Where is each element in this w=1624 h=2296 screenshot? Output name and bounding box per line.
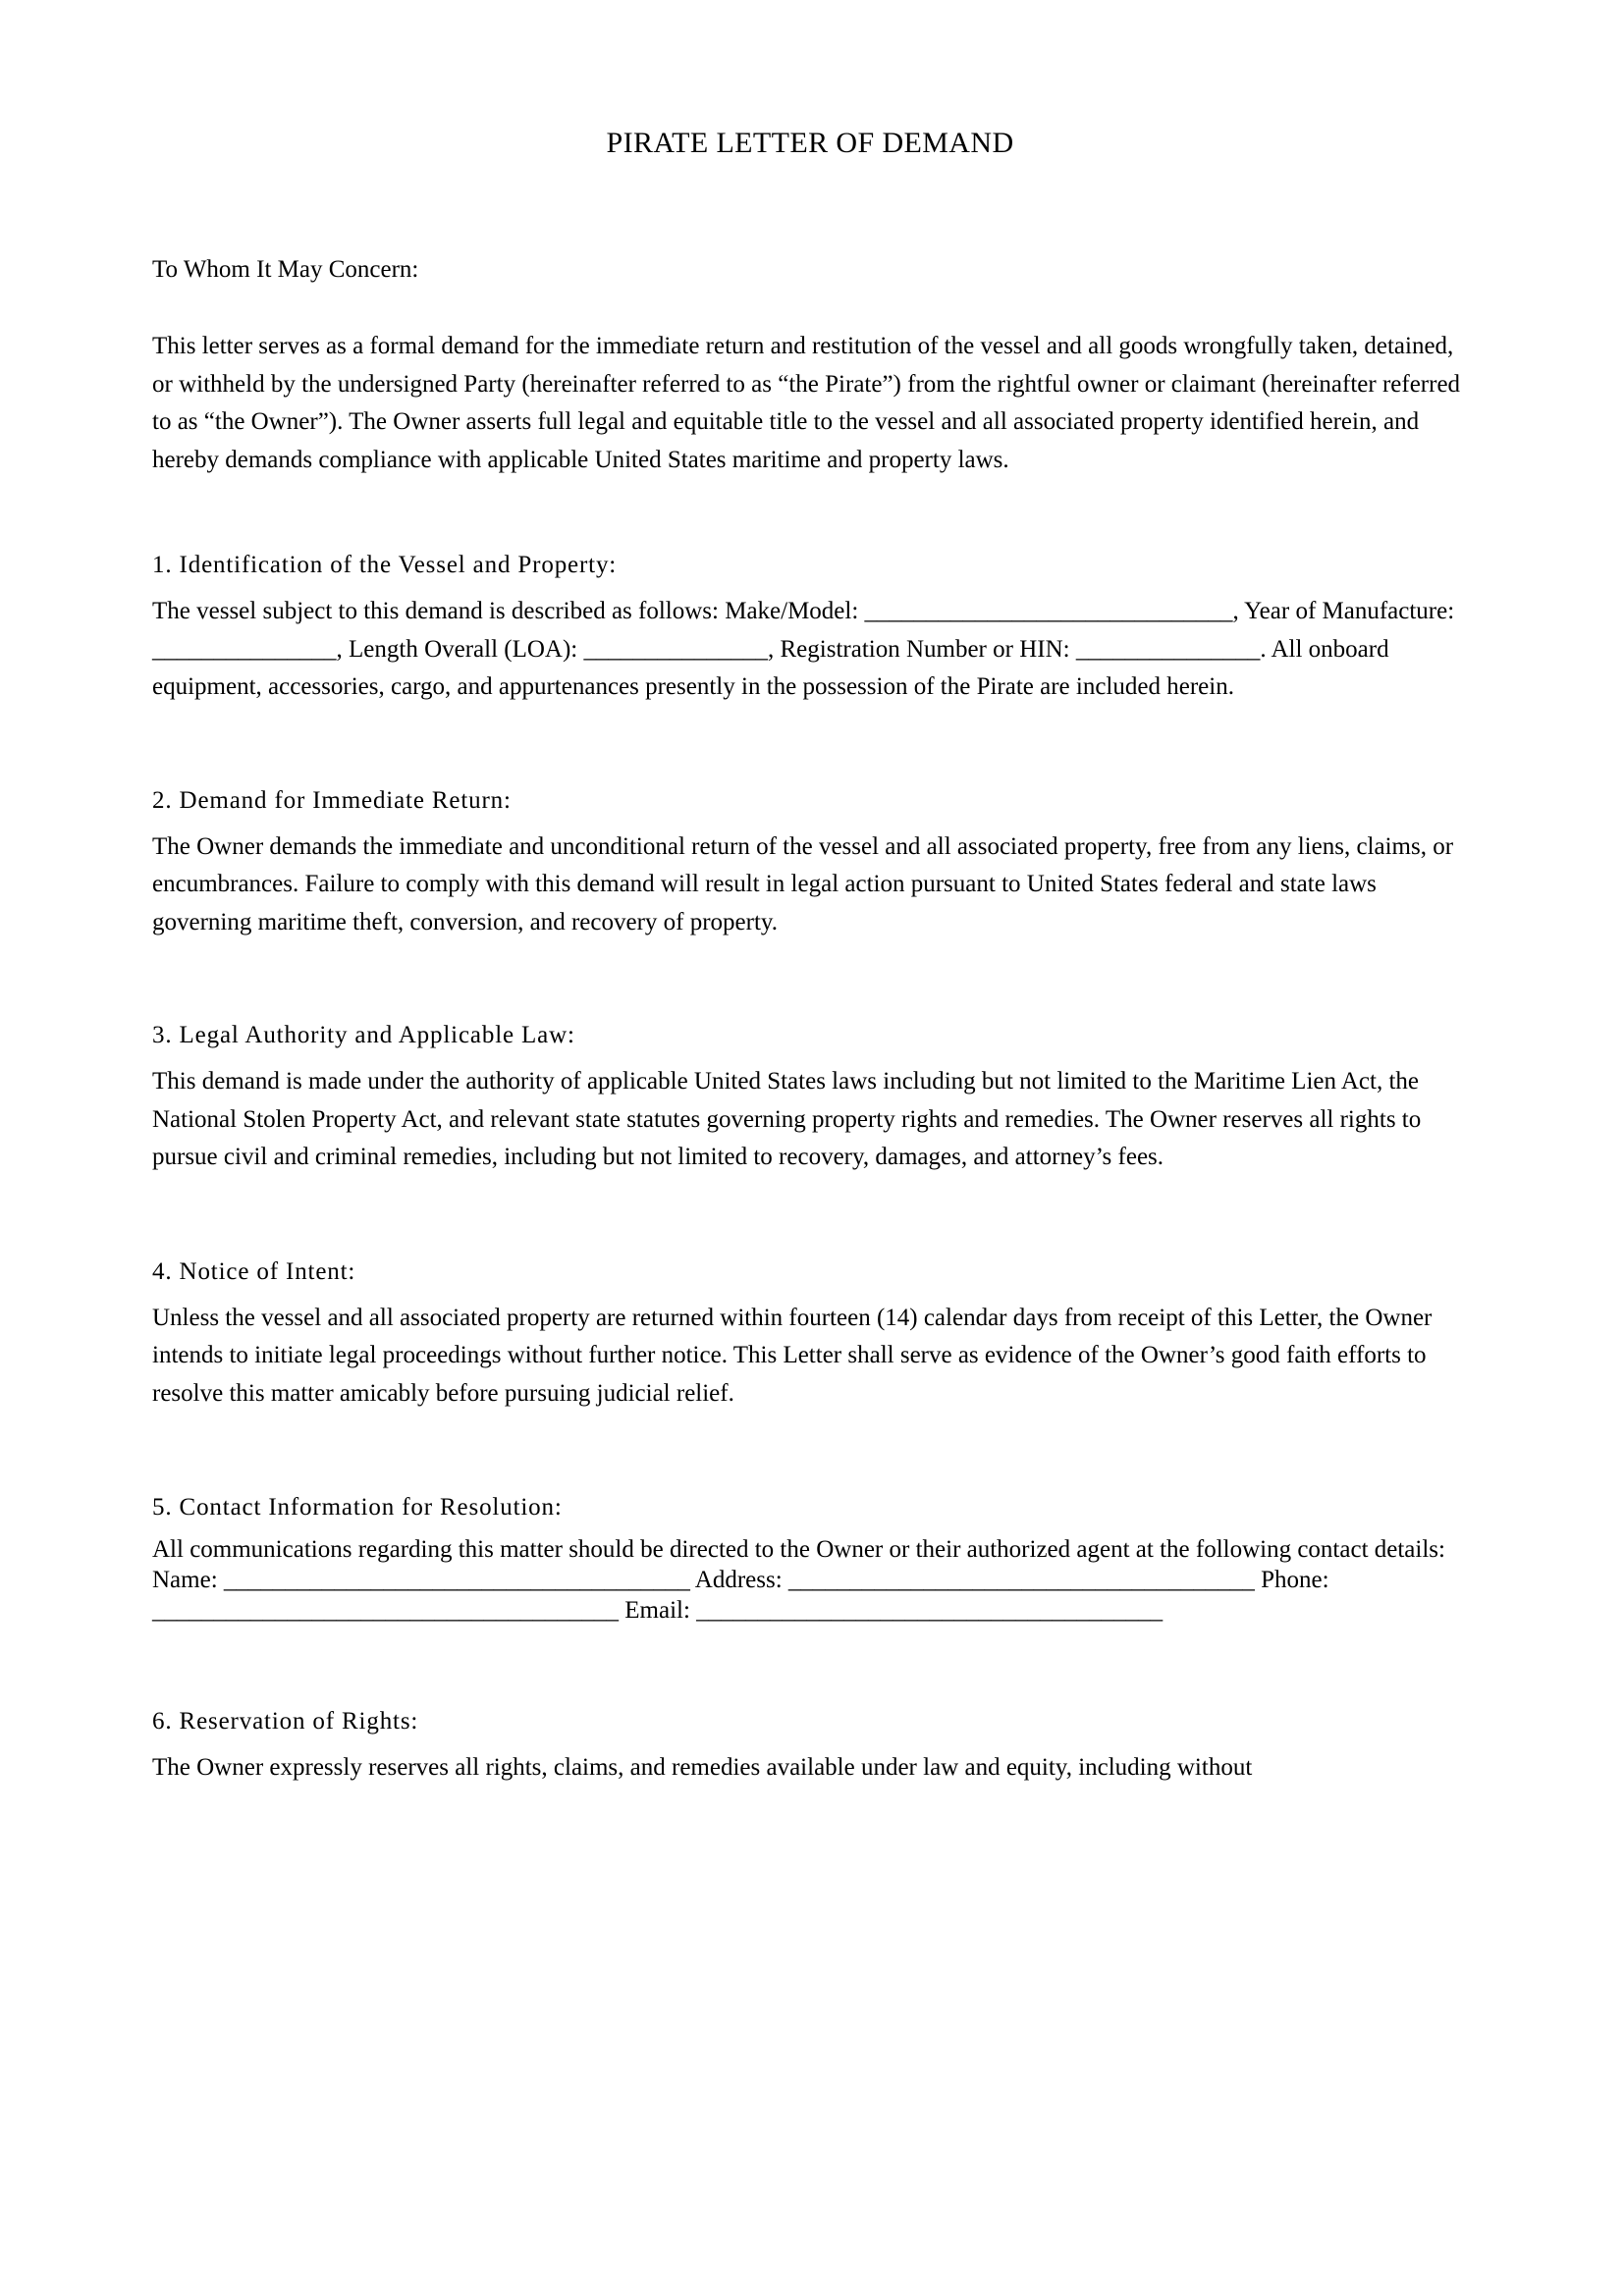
salutation: To Whom It May Concern: (152, 256, 419, 283)
section-3-heading: 3. Legal Authority and Applicable Law: (152, 1022, 575, 1048)
section-6-body: The Owner expressly reserves all rights, claims, and remedies available under law and equity, including without (152, 1754, 1253, 1781)
section-1-body: The vessel subject to this demand is described as follows: Make/Model: ______________________________, Year of Manufacture: _______________, Length Overall (LOA): _______________, Registration Number or HIN: _______________. All onboard equipment, accessories, cargo, and appurtenances presently in the possession of the Pirate are included herein. (152, 598, 1455, 700)
document-content (152, 0, 1468, 1788)
section-3-body: This demand is made under the authority of applicable United States laws including but not limited to the Maritime Lien Act, the National Stolen Property Act, and relevant state statutes governing property rights and remedies. The Owner reserves all rights to pursue civil and criminal remedies, including but not limited to recovery, damages, and attorney’s fees. (152, 1068, 1422, 1170)
section-5-heading: 5. Contact Information for Resolution: (152, 1494, 563, 1521)
section-4 (152, 1177, 1468, 1414)
section-3 (152, 941, 1468, 1177)
section-4-heading: 4. Notice of Intent: (152, 1257, 356, 1285)
page-title: PIRATE LETTER OF DEMAND (606, 127, 1014, 159)
section-5-body: All communications regarding this matter should be directed to the Owner or their authorized agent at the following contact details: Name: ______________________________________ Address: ______________________________________ Phone: ______________________________________ Email: ______________________________________ (152, 1536, 1445, 1624)
section-5 (152, 1413, 1468, 1626)
section-4-body: Unless the vessel and all associated property are returned within fourteen (14) calendar days from receipt of this Letter, the Owner intends to initiate legal proceedings without further notice. This Letter shall serve as evidence of the Owner’s good faith efforts to resolve this matter amicably before pursuing judicial relief. (152, 1304, 1433, 1407)
section-6 (152, 1626, 1468, 1788)
section-2-heading: 2. Demand for Immediate Return: (152, 786, 512, 814)
section-1 (152, 479, 1468, 707)
section-2 (152, 707, 1468, 942)
intro-paragraph: This letter serves as a formal demand for the immediate return and restitution of the vessel and all goods wrongfully taken, detained, or withheld by the undersigned Party (hereinafter referred to as “the Pirate”) from the rightful owner or claimant (hereinafter referred to as “the Owner”). The Owner asserts full legal and equitable title to the vessel and all associated property identified herein, and hereby demands compliance with applicable United States maritime and property laws. (152, 333, 1461, 473)
section-6-heading: 6. Reservation of Rights: (152, 1708, 419, 1735)
section-2-body: The Owner demands the immediate and unconditional return of the vessel and all associated property, free from any liens, claims, or encumbrances. Failure to comply with this demand will result in legal action pursuant to United States federal and state laws governing maritime theft, conversion, and recovery of property. (152, 832, 1454, 935)
section-1-heading: 1. Identification of the Vessel and Property: (152, 552, 618, 578)
